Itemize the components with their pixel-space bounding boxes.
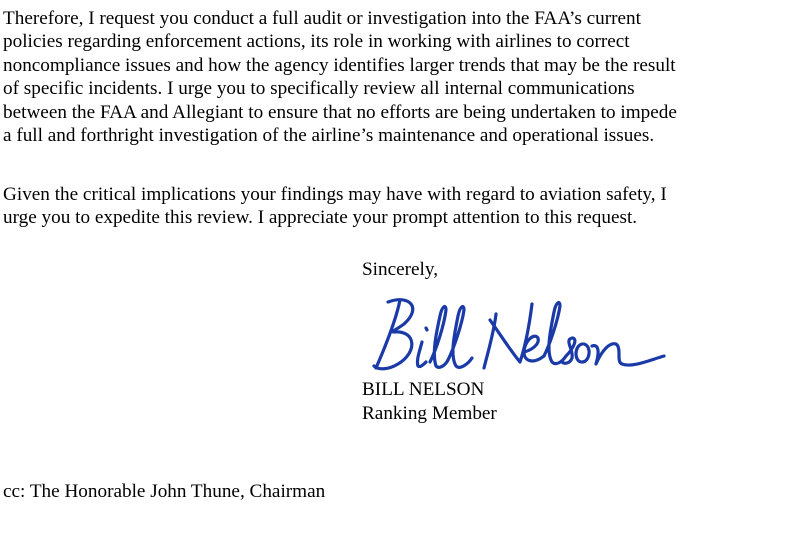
paragraph-line: noncompliance issues and how the agency identifies larger trends that may be the result [3, 54, 676, 76]
handwritten-signature [360, 290, 670, 380]
paragraph-line: between the FAA and Allegiant to ensure that no efforts are being undertaken to impede [3, 101, 677, 123]
cc-line: cc: The Honorable John Thune, Chairman [3, 481, 326, 502]
paragraph-line: Therefore, I request you conduct a full audit or investigation into the FAA’s current [3, 8, 641, 29]
signer-title: Ranking Member [362, 403, 497, 424]
body-paragraph-1 [3, 7, 677, 147]
signature-text: Bill Nelson [360, 290, 365, 291]
paragraph-line: a full and forthright investigation of the airline’s maintenance and operational issues. [3, 125, 655, 147]
closing-salutation: Sincerely, [362, 259, 439, 280]
paragraph-line: Given the critical implications your findings may have with regard to aviation safety, I [3, 184, 667, 205]
signer-name: BILL NELSON [362, 379, 485, 400]
body-paragraph-2 [3, 183, 667, 230]
paragraph-line: policies regarding enforcement actions, its role in working with airlines to correct [3, 31, 630, 53]
paragraph-line: of specific incidents. I urge you to specifically review all internal communications [3, 78, 635, 100]
paragraph-line: urge you to expedite this review. I appreciate your prompt attention to this request. [3, 207, 638, 229]
